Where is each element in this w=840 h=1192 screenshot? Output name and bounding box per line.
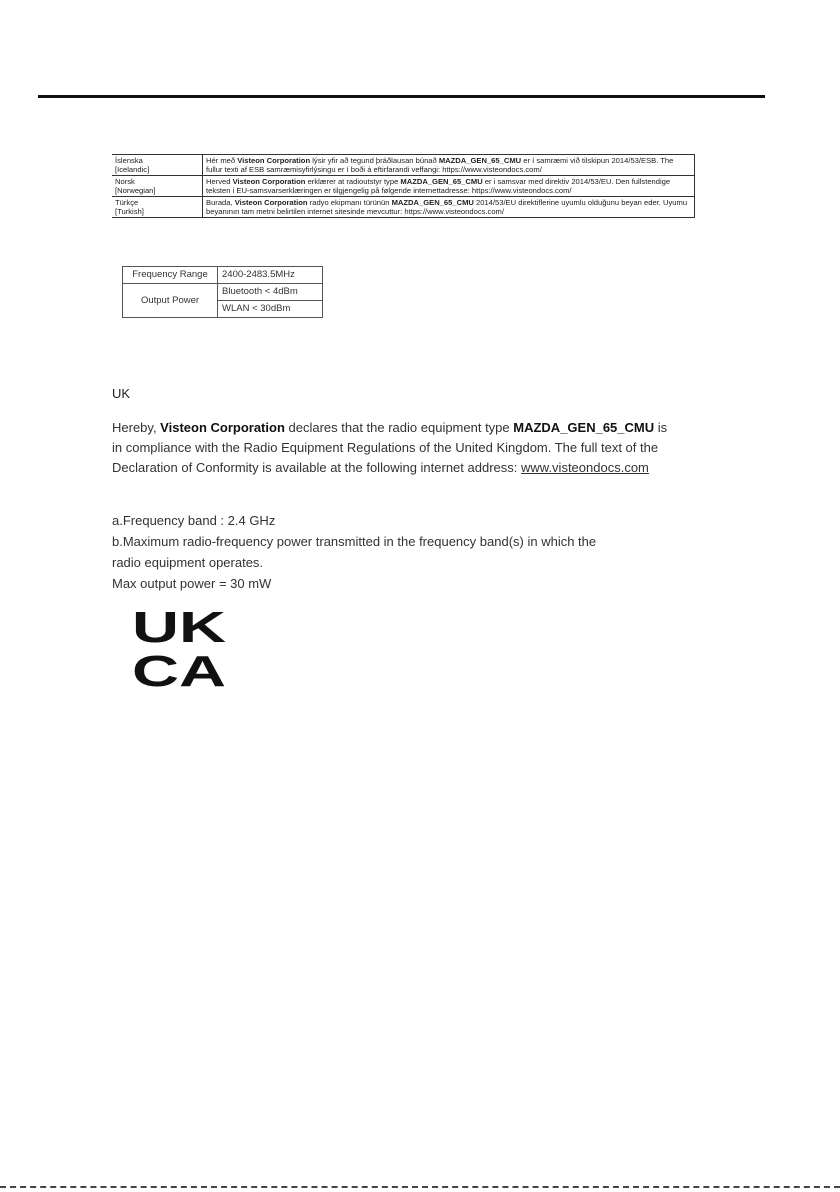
table-row — [123, 284, 323, 301]
language-cell: Íslenska [Icelandic] — [112, 155, 203, 176]
visteondocs-link[interactable]: www.visteondocs.com — [521, 460, 649, 475]
max-rf-power-line: b.Maximum radio-frequency power transmitted in the frequency band(s) in which the — [112, 534, 597, 549]
rf-spec-table — [122, 266, 323, 318]
footer-rule — [0, 1186, 840, 1188]
language-cell: Norsk [Norwegian] — [112, 176, 203, 197]
declaration-text-cell: Hér með Visteon Corporation lýsir yfir að tegund þráðlausan búnað MAZDA_GEN_65_CMU er í samræmi við tilskipun 2014/53/ESB. The fullur texti af ESB samræmisyfirlýsingu er í boði á eftirfarandi veffangi: https://www.visteondocs.com/ — [203, 155, 695, 176]
max-output-power-line: Max output power = 30 mW — [112, 576, 272, 591]
header-rule — [38, 95, 765, 98]
table-row — [112, 176, 695, 197]
declaration-text-cell: Herved Visteon Corporation erklærer at radioutstyr type MAZDA_GEN_65_CMU er i samsvar med direktiv 2014/53/EU. Den fullstendige teksten i EU-samsvarserklæringen er tilgjengelig på følgende internettadresse: https://www.visteondocs.com/ — [203, 176, 695, 197]
table-row — [112, 197, 695, 218]
ukca-mark-line1: UK — [132, 604, 227, 652]
uk-section-heading: UK — [112, 386, 131, 401]
wlan-power-value: WLAN < 30dBm — [218, 301, 323, 318]
frequency-band-line: a.Frequency band : 2.4 GHz — [112, 513, 276, 528]
max-rf-power-line-cont: radio equipment operates. — [112, 555, 264, 570]
ukca-mark-icon — [132, 604, 228, 688]
output-power-label: Output Power — [123, 284, 218, 318]
language-cell: Türkçe [Turkish] — [112, 197, 203, 218]
uk-declaration-text: Hereby, Visteon Corporation declares that the radio equipment type MAZDA_GEN_65_CMU is in compliance with the Radio Equipment Regulations of the United Kingdom. The full text of the Declaration of Conformity is available at the following internet address: www.visteondocs.com — [112, 420, 668, 475]
declaration-language-table — [112, 154, 695, 218]
ukca-mark-line2: CA — [132, 647, 226, 688]
table-row — [112, 155, 695, 176]
bluetooth-power-value: Bluetooth < 4dBm — [218, 284, 323, 301]
frequency-details — [112, 510, 672, 594]
declaration-text-cell: Burada, Visteon Corporation radyo ekipmanı türünün MAZDA_GEN_65_CMU 2014/53/EU direktiflerine uyumlu olduğunu beyan eder. Uyumu beyanının tam metni belirtilen internet sitesinde mevcuttur: https://www.visteondocs.com/ — [203, 197, 695, 218]
frequency-range-value: 2400-2483.5MHz — [218, 267, 323, 284]
frequency-range-label: Frequency Range — [123, 267, 218, 284]
table-row — [123, 267, 323, 284]
